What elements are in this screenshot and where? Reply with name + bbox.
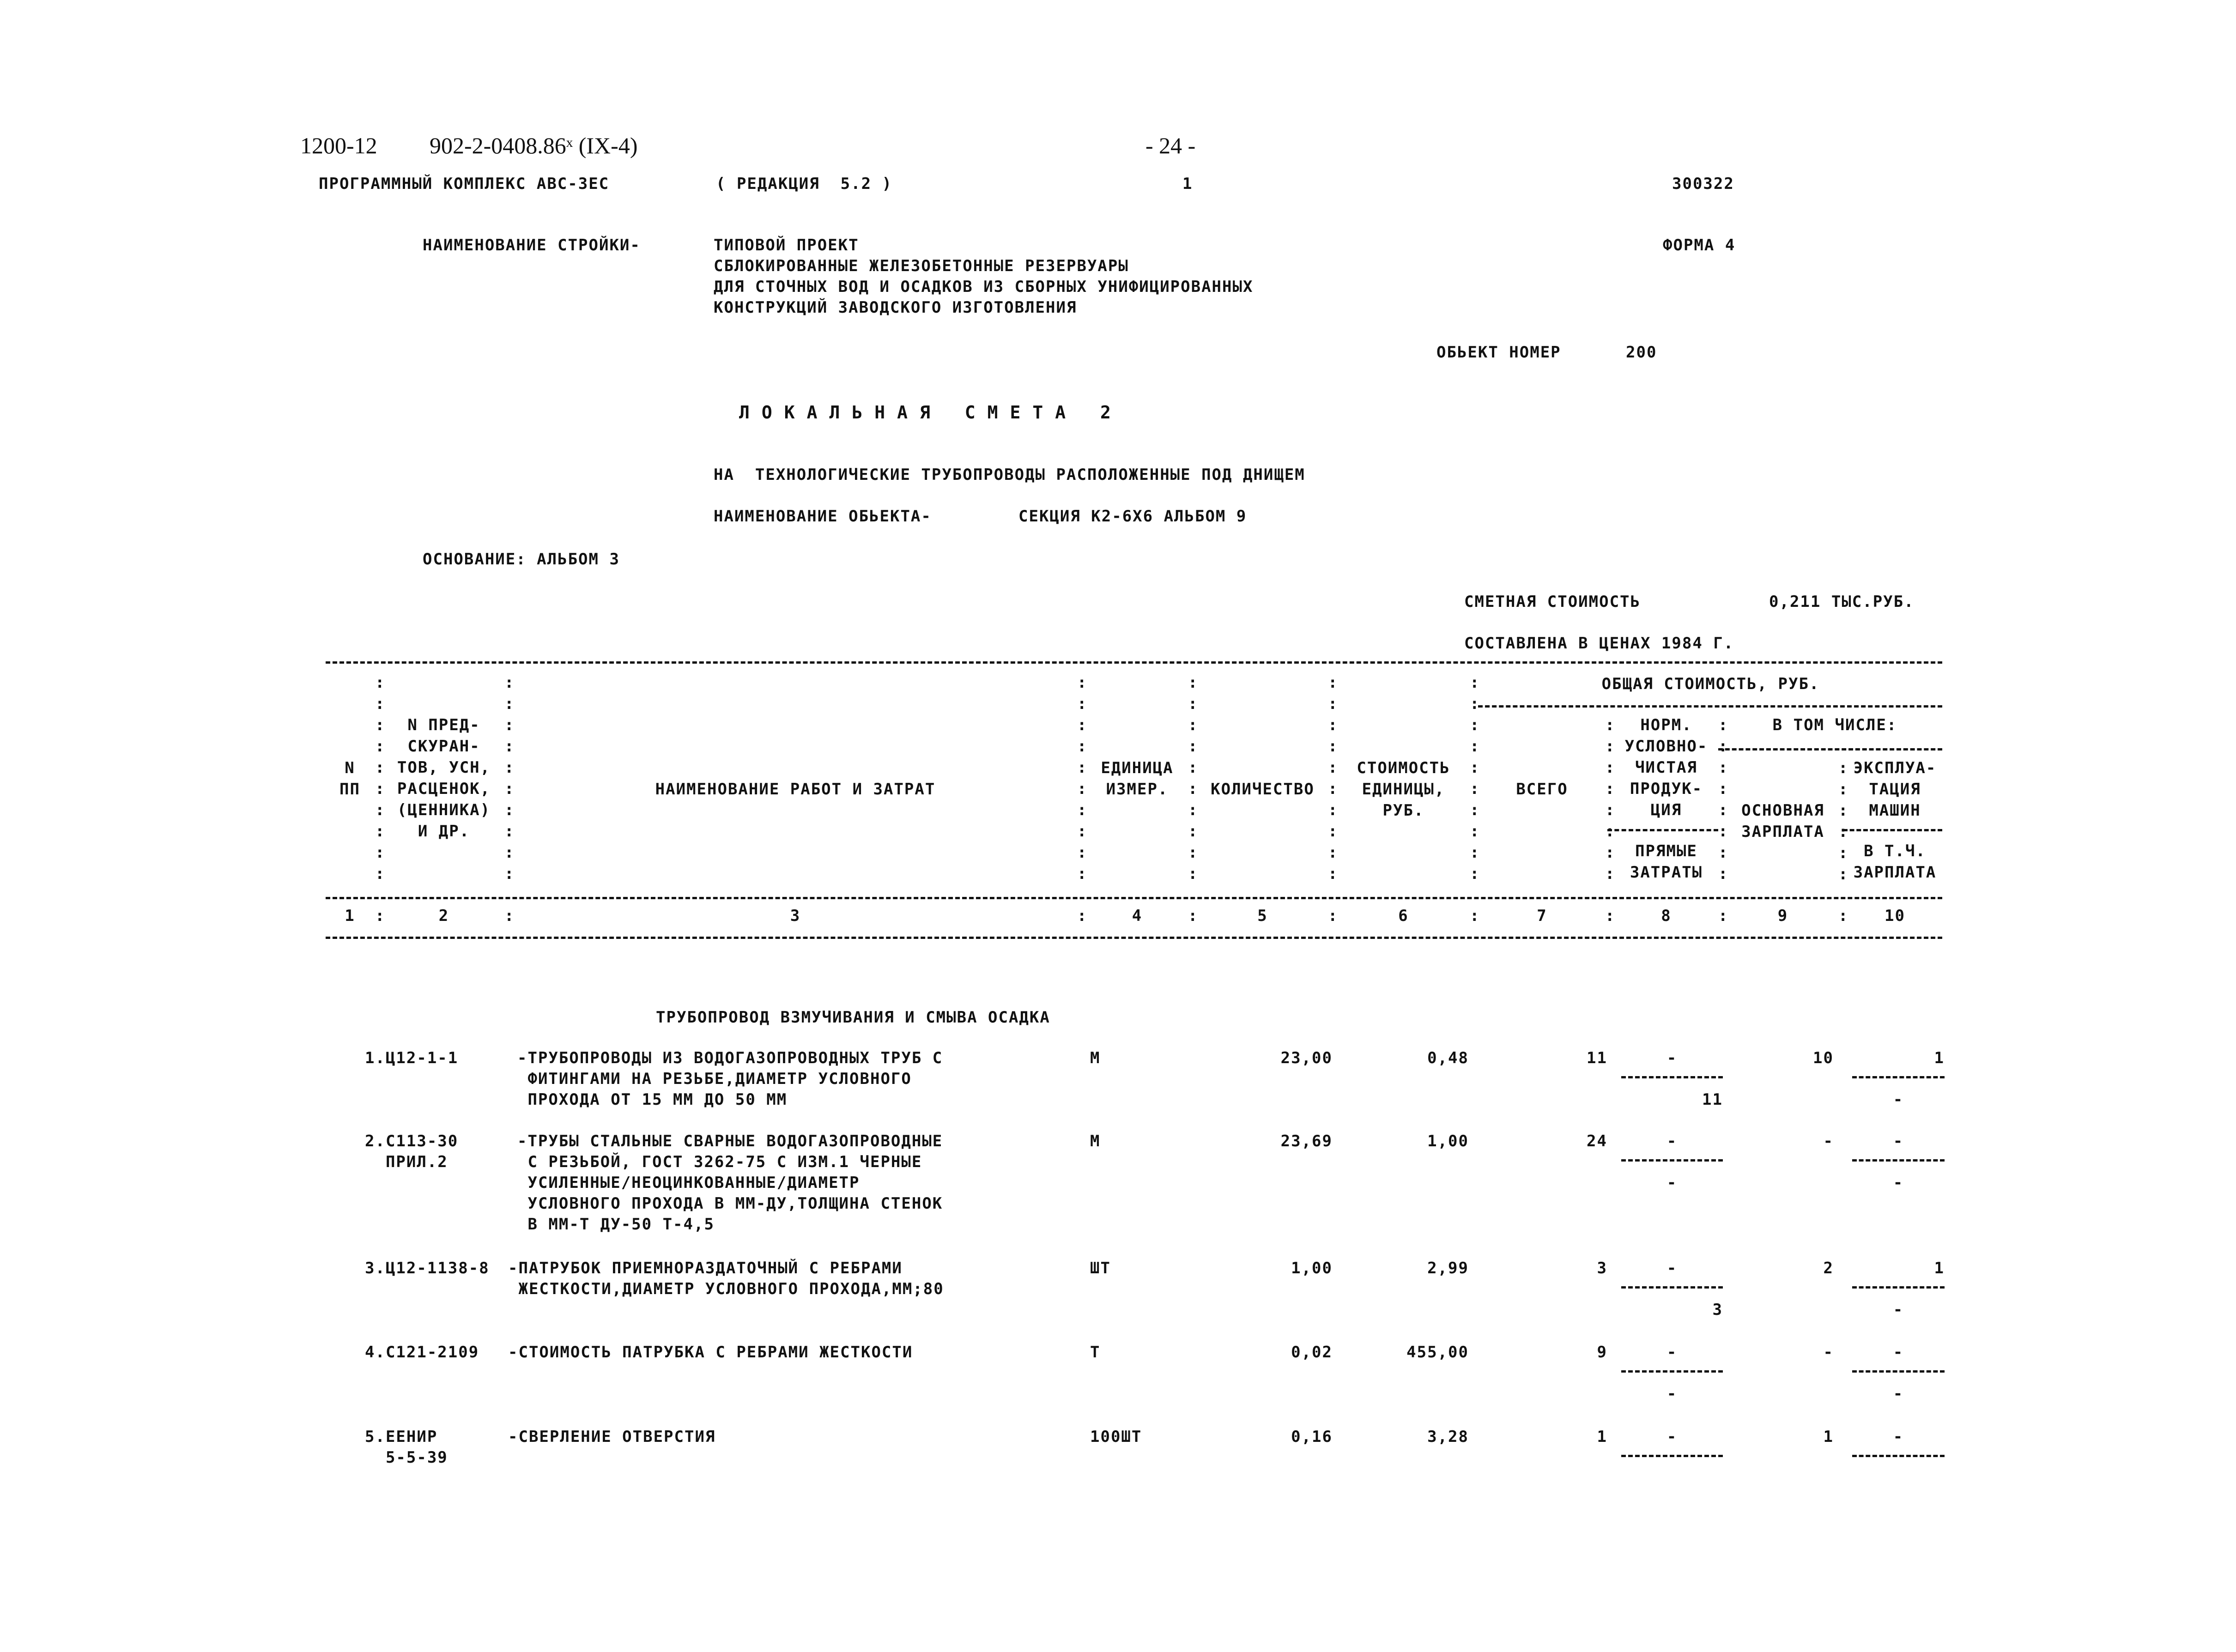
row-mach-wage: -: [1893, 1301, 1904, 1319]
colnum-8: 8: [1661, 907, 1672, 925]
hdr-col9: ОСНОВНАЯ ЗАРПЛАТА: [1741, 801, 1824, 841]
row-mach: -: [1893, 1132, 1904, 1150]
hdr-col8b: ПРЯМЫЕ ЗАТРАТЫ: [1630, 842, 1703, 882]
col8-split-rule: [1607, 829, 1718, 831]
colnum-1: 1: [345, 907, 355, 925]
row-wage: 1: [1823, 1428, 1834, 1446]
row-direct: -: [1666, 1174, 1678, 1192]
row-mach: 1: [1934, 1259, 1945, 1277]
row-split-rule: [1852, 1370, 1945, 1373]
numsep: :: [1838, 907, 1848, 925]
incl-rule: [1718, 748, 1942, 750]
hdr-col10b: В Т.Ч. ЗАРПЛАТА: [1853, 842, 1937, 882]
sep-col2: : : : : : : : : : :: [504, 673, 514, 883]
edition-label: ( РЕДАКЦИЯ 5.2 ): [716, 175, 892, 193]
build-line-1: ТИПОВОЙ ПРОЕКТ: [714, 236, 859, 254]
build-line-2: СБЛОКИРОВАННЫЕ ЖЕЛЕЗОБЕТОННЫЕ РЕЗЕРВУАРЫ: [714, 257, 1129, 275]
row-total: 3: [1597, 1259, 1607, 1277]
row-split-rule: [1852, 1159, 1945, 1162]
row-unit: М: [1090, 1132, 1101, 1150]
row-code: 5.ЕЕНИР: [365, 1428, 438, 1446]
hdr-col1: N ПП: [339, 759, 360, 799]
row-code: 4.С121-2109: [365, 1343, 479, 1362]
row-desc-line: -ПАТРУБОК ПРИЕМНОРАЗДАТОЧНЫЙ С РЕБРАМИ: [508, 1259, 903, 1277]
row-direct: 3: [1712, 1301, 1723, 1319]
row-mach-wage: -: [1893, 1090, 1904, 1109]
numsep: :: [1605, 907, 1615, 925]
object-name-label: НАИМЕНОВАНИЕ ОБЬЕКТА-: [714, 507, 932, 526]
row-qty: 1,00: [1291, 1259, 1333, 1277]
row-desc-line: -СТОИМОСТЬ ПАТРУБКА С РЕБРАМИ ЖЕСТКОСТИ: [508, 1343, 913, 1362]
section-title: ТРУБОПРОВОД ВЗМУЧИВАНИЯ И СМЫВА ОСАДКА: [656, 1008, 1050, 1027]
numsep: :: [1718, 907, 1728, 925]
row-desc-line: В ММ-Т ДУ-50 Т-4,5: [517, 1215, 715, 1234]
row-total: 11: [1587, 1049, 1607, 1067]
hdr-total-cost: ОБЩАЯ СТОИМОСТЬ, РУБ.: [1601, 675, 1820, 693]
row-mach-wage: -: [1893, 1174, 1904, 1192]
build-label: НАИМЕНОВАНИЕ СТРОЙКИ-: [423, 236, 641, 254]
row-split-rule: [1852, 1076, 1945, 1078]
object-label: ОБЬЕКТ НОМЕР: [1436, 343, 1561, 362]
sep-col6: : : : : : : : : : :: [1470, 673, 1479, 883]
row-unit: 100ШТ: [1090, 1428, 1142, 1446]
colnum-3: 3: [790, 907, 801, 925]
row-code: ПРИЛ.2: [365, 1153, 448, 1171]
row-wage: 10: [1813, 1049, 1834, 1067]
row-price: 3,28: [1427, 1428, 1469, 1446]
object-name: СЕКЦИЯ К2-6Х6 АЛЬБОМ 9: [1018, 507, 1247, 526]
row-split-rule: [1852, 1286, 1945, 1289]
row-desc-line: -СВЕРЛЕНИЕ ОТВЕРСТИЯ: [508, 1428, 716, 1446]
numsep: :: [1328, 907, 1338, 925]
colnum-4: 4: [1132, 907, 1143, 925]
row-total: 9: [1597, 1343, 1607, 1362]
hdr-col2: N ПРЕД- СКУРАН- ТОВ, УСН, РАСЦЕНОК, (ЦЕННИКА) И ДР.: [397, 716, 491, 841]
row-code: 5-5-39: [365, 1448, 448, 1467]
row-mach: -: [1893, 1343, 1904, 1362]
colnum-7: 7: [1537, 907, 1547, 925]
row-code: 1.Ц12-1-1: [365, 1049, 459, 1067]
numsep: :: [1077, 907, 1087, 925]
row-price: 0,48: [1427, 1049, 1469, 1067]
estimate-purpose: НА ТЕХНОЛОГИЧЕСКИЕ ТРУБОПРОВОДЫ РАСПОЛОЖЕННЫЕ ПОД ДНИЩЕМ: [714, 466, 1305, 484]
row-total: 1: [1597, 1428, 1607, 1446]
row-unit: ШТ: [1090, 1259, 1111, 1277]
total-header-rule: [1478, 705, 1942, 708]
row-split-rule: [1852, 1455, 1945, 1457]
prices-year: СОСТАВЛЕНА В ЦЕНАХ 1984 Г.: [1464, 634, 1734, 653]
hdr-col6: СТОИМОСТЬ ЕДИНИЦЫ, РУБ.: [1357, 759, 1450, 820]
row-split-rule: [1621, 1159, 1723, 1162]
hdr-incl: В ТОМ ЧИСЛЕ:: [1772, 716, 1897, 734]
row-qty: 23,69: [1280, 1132, 1333, 1150]
row-wage: 2: [1823, 1259, 1834, 1277]
numsep: :: [1470, 907, 1479, 925]
col10-split-rule: [1843, 829, 1942, 831]
numsep: :: [504, 907, 514, 925]
hdr-col4: ЕДИНИЦА ИЗМЕР.: [1101, 759, 1174, 799]
colnum-6: 6: [1398, 907, 1409, 925]
program-name: ПРОГРАММНЫЙ КОМПЛЕКС АВС-3ЕС: [319, 175, 610, 193]
row-desc-line: ФИТИНГАМИ НА РЕЗЬБЕ,ДИАМЕТР УСЛОВНОГО: [517, 1070, 912, 1088]
colnum-5: 5: [1257, 907, 1268, 925]
row-wage: -: [1823, 1132, 1834, 1150]
row-qty: 0,16: [1291, 1428, 1333, 1446]
sheet-number: 1: [1182, 175, 1193, 193]
row-wage: -: [1823, 1343, 1834, 1362]
cost-label: СМЕТНАЯ СТОИМОСТЬ: [1464, 593, 1641, 611]
build-line-3: ДЛЯ СТОЧНЫХ ВОД И ОСАДКОВ ИЗ СБОРНЫХ УНИФИЦИРОВАННЫХ: [714, 278, 1254, 296]
row-desc-line: ПРОХОДА ОТ 15 ММ ДО 50 ММ: [517, 1090, 788, 1109]
row-price: 455,00: [1406, 1343, 1469, 1362]
row-desc-line: УСИЛЕННЫЕ/НЕОЦИНКОВАННЫЕ/ДИАМЕТР: [517, 1174, 860, 1192]
row-split-rule: [1621, 1076, 1723, 1078]
row-qty: 23,00: [1280, 1049, 1333, 1067]
row-split-rule: [1621, 1455, 1723, 1457]
row-mach: -: [1893, 1428, 1904, 1446]
sep-col8: : : : : : : : :: [1718, 716, 1728, 883]
row-total: 24: [1587, 1132, 1607, 1150]
hdr-col5: КОЛИЧЕСТВО: [1211, 780, 1315, 799]
handwritten-sheet-code: 1200-12: [300, 133, 377, 158]
sep-col4: : : : : : : : : : :: [1188, 673, 1198, 883]
row-unit: Т: [1090, 1343, 1101, 1362]
form-label: ФОРМА 4: [1663, 236, 1736, 254]
row-desc-line: С РЕЗЬБОЙ, ГОСТ 3262-75 С ИЗМ.1 ЧЕРНЫЕ: [517, 1153, 922, 1171]
basis: ОСНОВАНИЕ: АЛЬБОМ 3: [423, 550, 620, 569]
row-split-rule: [1621, 1370, 1723, 1373]
row-norm: -: [1666, 1428, 1678, 1446]
numsep: :: [375, 907, 385, 925]
sep-col5: : : : : : : : : : :: [1328, 673, 1338, 883]
sep-col9: : : : : : :: [1838, 759, 1848, 883]
row-code: 3.Ц12-1138-8: [365, 1259, 490, 1277]
hdr-col10: ЭКСПЛУА- ТАЦИЯ МАШИН: [1853, 759, 1937, 820]
hdr-col8: НОРМ. УСЛОВНО- ЧИСТАЯ ПРОДУК- ЦИЯ: [1624, 716, 1708, 819]
row-direct: -: [1666, 1385, 1678, 1403]
colnum-10: 10: [1885, 907, 1905, 925]
row-price: 2,99: [1427, 1259, 1469, 1277]
row-split-rule: [1621, 1286, 1723, 1289]
hdr-col3: НАИМЕНОВАНИЕ РАБОТ И ЗАТРАТ: [655, 780, 936, 799]
row-norm: -: [1666, 1049, 1678, 1067]
sep-col3: : : : : : : : : : :: [1077, 673, 1087, 883]
row-qty: 0,02: [1291, 1343, 1333, 1362]
row-code: 2.С113-30: [365, 1132, 459, 1150]
document-code: 300322: [1672, 175, 1734, 193]
colnum-2: 2: [438, 907, 449, 925]
row-norm: -: [1666, 1132, 1678, 1150]
row-desc-line: -ТРУБОПРОВОДЫ ИЗ ВОДОГАЗОПРОВОДНЫХ ТРУБ С: [517, 1049, 943, 1067]
row-price: 1,00: [1427, 1132, 1469, 1150]
estimate-title: ЛОКАЛЬНАЯ СМЕТА 2: [739, 402, 1123, 423]
colnum-9: 9: [1777, 907, 1788, 925]
row-desc-line: -ТРУБЫ СТАЛЬНЫЕ СВАРНЫЕ ВОДОГАЗОПРОВОДНЫЕ: [517, 1132, 943, 1150]
header-bottom-rule: [326, 897, 1942, 899]
row-desc-line: ЖЕСТКОСТИ,ДИАМЕТР УСЛОВНОГО ПРОХОДА,ММ;80: [508, 1280, 944, 1298]
row-norm: -: [1666, 1343, 1678, 1362]
numsep: :: [1188, 907, 1198, 925]
cost-value: 0,211 ТЫС.РУБ.: [1769, 593, 1915, 611]
row-desc-line: УСЛОВНОГО ПРОХОДА В ММ-ДУ,ТОЛЩИНА СТЕНОК: [517, 1194, 943, 1213]
handwritten-project-code: 902-2-0408.86ˣ (IX-4): [430, 133, 638, 158]
row-mach-wage: -: [1893, 1385, 1904, 1403]
row-direct: 11: [1702, 1090, 1723, 1109]
numbers-bottom-rule: [326, 937, 1942, 939]
build-line-4: КОНСТРУКЦИЙ ЗАВОДСКОГО ИЗГОТОВЛЕНИЯ: [714, 298, 1077, 317]
sep-col7: : : : : : : : :: [1605, 716, 1615, 883]
row-mach: 1: [1934, 1049, 1945, 1067]
table-top-rule: [326, 661, 1942, 664]
sep-col1: : : : : : : : : : :: [375, 673, 385, 883]
object-number: 200: [1626, 343, 1657, 362]
row-unit: М: [1090, 1049, 1101, 1067]
hdr-col7: ВСЕГО: [1516, 780, 1568, 799]
row-norm: -: [1666, 1259, 1678, 1277]
page-number: - 24 -: [1145, 133, 1196, 158]
